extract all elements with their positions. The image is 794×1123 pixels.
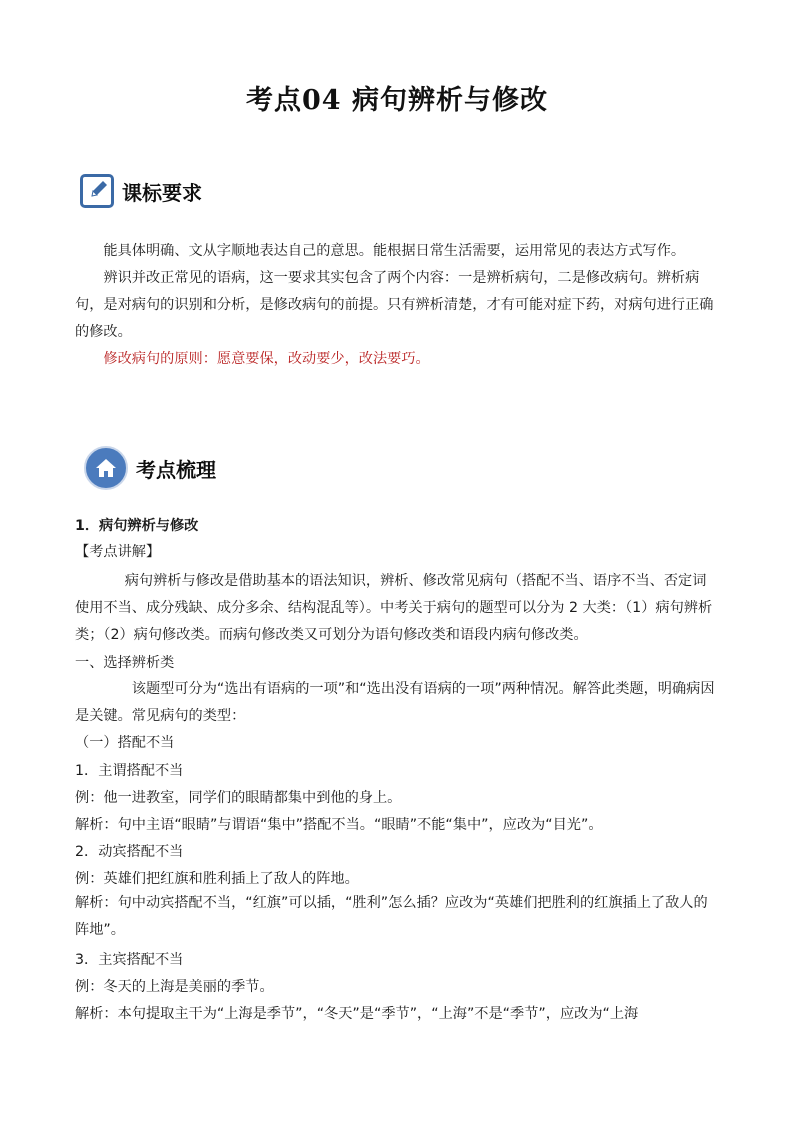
- example-text: 例：英雄们把红旗和胜利插上了敌人的阵地。: [75, 871, 359, 887]
- analysis-text: 解析：本句提取主干为“上海是季节”，“冬天”是“季节”，“上海”不是“季节”，应改为“上海: [75, 1006, 639, 1022]
- example-text: 例：他一进教室，同学们的眼睛都集中到他的身上。: [75, 790, 402, 806]
- paragraph: 能具体明确、文从字顺地表达自己的意思。能根据日常生活需要，运用常见的表达方式写作。: [103, 243, 686, 259]
- item-title: 3．主宾搭配不当: [75, 952, 184, 968]
- paragraph: 辨识并改正常见的语病，这一要求其实包含了两个内容：一是辨析病句，二是修改病句。辨析病句，是对病句的识别和分析，是修改病句的前提。只有辨析清楚，才有可能对症下药，对病句进行正确的修改。: [75, 270, 714, 340]
- paragraph: 该题型可分为“选出有语病的一项”和“选出没有语病的一项”两种情况。解答此类题，明确病因是关键。常见病句的类型：: [75, 681, 715, 724]
- home-icon: [84, 446, 128, 490]
- section-heading-label: 考点梳理: [136, 457, 216, 482]
- analysis-text: 解析：句中主语“眼睛”与谓语“集中”搭配不当。“眼睛”不能“集中”，应改为“目光”。: [75, 817, 603, 833]
- edit-icon: [80, 174, 114, 208]
- analysis-text: 解析：句中动宾搭配不当，“红旗”可以插，“胜利”怎么插？应改为“英雄们把胜利的红旗插上了敌人的阵地”。: [75, 895, 708, 938]
- item-title: 1．主谓搭配不当: [75, 763, 184, 779]
- category-heading: （一）搭配不当: [75, 735, 175, 751]
- example-text: 例：冬天的上海是美丽的季节。: [75, 979, 274, 995]
- principle-text: 修改病句的原则：愿意要保，改动要少，改法要巧。: [103, 351, 430, 367]
- section-heading-keypoints: [84, 446, 216, 490]
- explain-label: 【考点讲解】: [75, 544, 161, 560]
- section-heading-curriculum: [80, 174, 202, 208]
- paragraph: 病句辨析与修改是借助基本的语法知识，辨析、修改常见病句（搭配不当、语序不当、否定词使用不当、成分残缺、成分多余、结构混乱等）。中考关于病句的题型可以分为 2 大类：（1）病句辨析类；（2）病句修改类。而病句修改类又可划分为语句修改类和语段内病句修改类。: [75, 573, 713, 643]
- item-title: 2．动宾搭配不当: [75, 844, 184, 860]
- section-heading-label: 课标要求: [122, 180, 202, 205]
- page-title: 考点04 病句辨析与修改: [246, 85, 548, 116]
- subsection-title: 1．病句辨析与修改: [75, 518, 199, 534]
- type-heading: 一、选择辨析类: [75, 655, 175, 671]
